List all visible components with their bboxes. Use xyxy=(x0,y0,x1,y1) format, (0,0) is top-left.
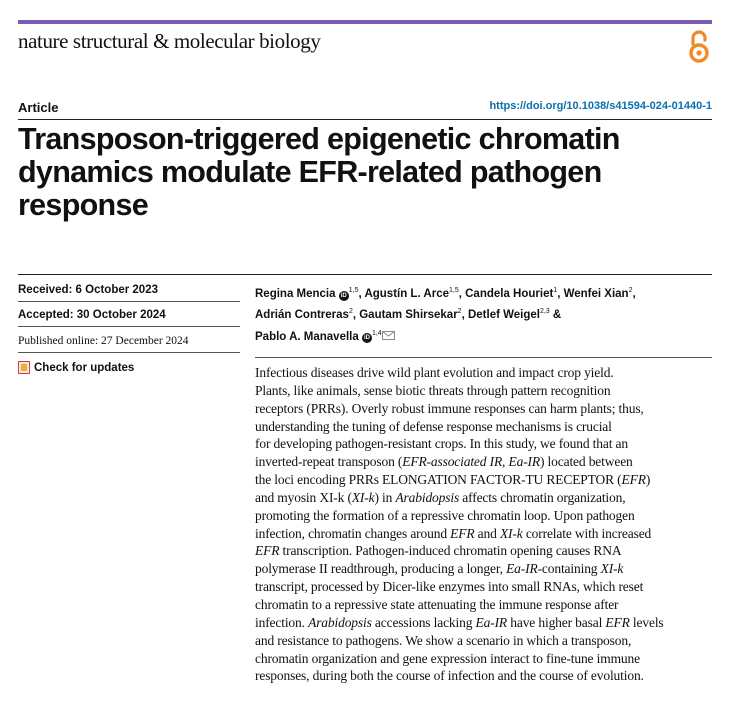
abstract-line: transcript, processed by Dicer-like enzymes into small RNAs, which reset xyxy=(255,579,644,595)
abstract-line: EFR transcription. Pathogen-induced chromatin opening causes RNA xyxy=(255,543,622,559)
abstract-line: promoting the formation of a repressive chromatin loop. Upon pathogen xyxy=(255,507,635,523)
author-name[interactable]: Detlef Weigel xyxy=(467,309,540,322)
author-name[interactable]: Pablo A. Manavella xyxy=(255,330,359,343)
author-affiliation: 2 xyxy=(457,308,462,316)
abstract-line: responses, during both the course of infection and the course of evolution. xyxy=(255,668,644,684)
abstract-line: chromatin organization and gene expression interact to fine-tune immune xyxy=(255,650,640,666)
doi-link[interactable]: https://doi.org/10.1038/s41594-024-01440-1 xyxy=(489,100,712,112)
abstract-line: and myosin XI-k (XI-k) in Arabidopsis affects chromatin organization, xyxy=(255,489,626,505)
received-date: Received: 6 October 2023 xyxy=(18,284,158,296)
author-affiliation: 2,3 xyxy=(539,308,550,316)
author-affiliation: 2 xyxy=(348,308,353,316)
header-rule xyxy=(18,119,712,120)
date-divider xyxy=(18,326,240,327)
check-for-updates-button[interactable] xyxy=(18,361,134,374)
abstract-line: infection, chromatin changes around EFR and XI-k correlate with increased xyxy=(255,525,652,541)
published-date: Published online: 27 December 2024 xyxy=(18,335,189,347)
author-name[interactable]: Gautam Shirsekar xyxy=(359,309,458,322)
abstract-line: for developing pathogen-resistant crops. In this study, we found that an xyxy=(255,436,628,452)
author-name[interactable]: Regina Mencia xyxy=(255,287,336,300)
orcid-icon[interactable]: iD xyxy=(363,335,370,342)
abstract-line: inverted-repeat transposon (EFR-associated IR, Ea-IR) located between xyxy=(255,454,633,470)
date-divider xyxy=(18,301,240,302)
author-name[interactable]: Agustín L. Arce xyxy=(364,287,449,300)
check-updates-label: Check for updates xyxy=(34,361,135,374)
journal-accent-bar xyxy=(18,20,712,24)
author-affiliation: 1,4 xyxy=(371,329,382,337)
abstract-line: Plants, like animals, sense biotic threats through pattern recognition xyxy=(255,382,611,398)
author-name[interactable]: Wenfei Xian xyxy=(563,287,629,300)
author-affiliation: 2 xyxy=(628,287,633,294)
abstract xyxy=(255,364,717,685)
abstract-line: understanding the tuning of defense response mechanisms is crucial xyxy=(255,418,612,434)
abstract-line: polymerase II readthrough, producing a longer, Ea-IR-containing XI-k xyxy=(255,561,624,577)
abstract-line: and resistance to pathogens. We show a scenario in which a transposon, xyxy=(255,632,632,648)
orcid-icon[interactable]: iD xyxy=(340,292,347,299)
abstract-line: receptors (PRRs). Overly robust immune responses can harm plants; thus, xyxy=(255,400,644,416)
abstract-line: the loci encoding PRRs ELONGATION FACTOR-TU RECEPTOR (EFR) xyxy=(255,472,651,488)
check-updates-icon xyxy=(18,361,30,374)
accepted-date: Accepted: 30 October 2024 xyxy=(18,309,166,321)
author-affiliation: 1 xyxy=(553,287,558,294)
author-name[interactable]: Adrián Contreras xyxy=(255,309,349,322)
author-list: Regina Mencia iD$^{1,5}$, Agustín L. Arce$^{1,5}$, Candela Houriet$^1$, Wenfei Xian$^2$, Adrián Contreras$^2$, Gautam Shirsekar$^2$, Detlef Weigel$^{2,3}$ & Pablo A. Manavella iD$^{1,4}$ xyxy=(255,287,636,343)
open-access-icon xyxy=(686,30,712,64)
abstract-rule xyxy=(255,357,712,358)
article-type: Article xyxy=(18,100,59,115)
author-affiliation: 1,5 xyxy=(348,287,359,294)
author-affiliation: 1,5 xyxy=(449,287,459,294)
email-icon[interactable] xyxy=(382,331,395,340)
author-name[interactable]: Candela Houriet xyxy=(465,287,554,300)
abstract-line: infection. Arabidopsis accessions lacking Ea-IR have higher basal EFR levels xyxy=(255,614,664,630)
date-divider xyxy=(18,352,240,353)
section-rule xyxy=(18,274,712,275)
journal-name: nature structural & molecular biology xyxy=(18,29,321,53)
article-title: Transposon-triggered epigenetic chromatin dynamics modulate EFR-related pathogen response xyxy=(18,122,620,222)
abstract-line: chromatin to a repressive state attenuating the immune response after xyxy=(255,596,619,612)
abstract-line: Infectious diseases drive wild plant evolution and impact crop yield. xyxy=(255,365,614,380)
